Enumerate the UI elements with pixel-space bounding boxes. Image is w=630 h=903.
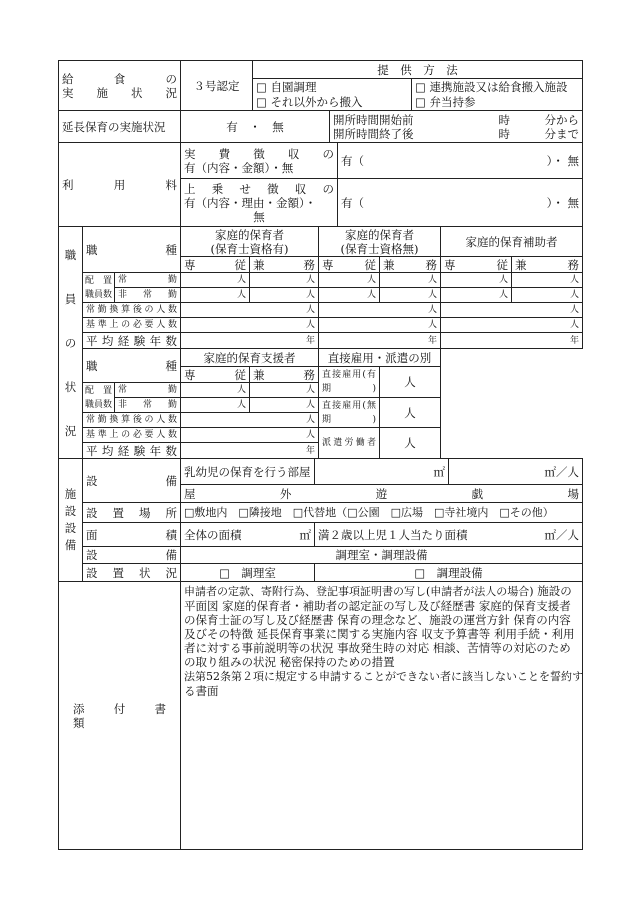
area-per-child[interactable]: 満２歳以上児１人当たり面積 ㎡／人 [315, 523, 583, 547]
cell-sup-hijokin-1[interactable]: 人 [181, 398, 250, 413]
h-kenmu-3: 兼 務 [512, 257, 583, 273]
cell-emp-3[interactable]: 人 [380, 428, 441, 459]
actual-fee-value[interactable]: 有（ ）・ 無 [338, 143, 583, 179]
col-assistant: 家庭的保育補助者 [441, 227, 583, 257]
attachment-item: 保育の内容及びその特徴 [184, 613, 571, 641]
emp-direct-fixed: 直接雇用(有期) [319, 367, 380, 398]
required-label-2: 基準上の必要人数 [83, 428, 181, 443]
upper-fee-value[interactable]: 有（ ）・ 無 [338, 179, 583, 227]
area-label: 面 積 [83, 523, 181, 547]
staff-kind-label-2: 職 種 [83, 349, 181, 383]
cell-jokin-5[interactable]: 人 [441, 273, 512, 288]
attachments-label: 添 付 書 類 [59, 582, 181, 850]
upper-fee-label: 上 乗 せ 徴 収 の 有（内容・理由・金額）・ 無 [181, 179, 338, 227]
attachment-item: 保育の理念など、施設の運営方針 [337, 613, 510, 627]
playground-label: 屋 外 遊 戯 場 [181, 485, 583, 503]
hijokin-label-2: 非常勤 [115, 398, 181, 413]
attachment-item: 収支予算書等 [421, 627, 491, 641]
cell-exp-1[interactable]: 年 [181, 333, 319, 349]
staff-section [58, 226, 583, 459]
blank-area [441, 349, 583, 459]
cell-jokin-4[interactable]: 人 [380, 273, 441, 288]
cell-hijokin-3[interactable]: 人 [319, 288, 380, 303]
attachment-item: 家庭的保育支援者の保育士証の写し及び経歴書 [184, 599, 571, 627]
status-cooking-equip[interactable]: □ 調理設備 [315, 564, 583, 582]
h-senju-3: 専 従 [441, 257, 512, 273]
location-options[interactable]: □敷地内 □隣接地 □代替地（□公園 □広場 □寺社境内 □その他） [181, 503, 583, 523]
cell-sup-jokin-2[interactable]: 人 [250, 383, 319, 398]
hijokin-label: 非常勤 [115, 288, 181, 303]
haichi-label-2: 配 置 職員数 [83, 383, 115, 413]
status-cooking-room[interactable]: □ 調理室 [181, 564, 315, 582]
fees-section [58, 142, 583, 227]
extended-hours: 開所時間開始前 時 分から 開所時間終了後 時 分まで [330, 111, 583, 143]
infant-room-per[interactable]: ㎡／人 [449, 459, 583, 485]
jokin-label-2: 常 勤 [115, 383, 181, 398]
cell-jokin-1[interactable]: 人 [181, 273, 250, 288]
h-kenmu-1: 兼 務 [250, 257, 319, 273]
emp-dispatch: 派遣労働者 [319, 428, 380, 459]
cell-emp-2[interactable]: 人 [380, 398, 441, 428]
cell-fte-1[interactable]: 人 [181, 303, 319, 318]
cell-hijokin-5[interactable]: 人 [441, 288, 512, 303]
fte-label-2: 常勤換算後の人数 [83, 413, 181, 428]
col-hoikusha-qualified: 家庭的保育者 (保育士資格有) [181, 227, 319, 257]
attachments-section [58, 581, 583, 850]
staff-kind-label: 職 種 [83, 227, 181, 273]
cell-hijokin-2[interactable]: 人 [250, 288, 319, 303]
jokin-label: 常 勤 [115, 273, 181, 288]
meal-option-bento[interactable]: □ 弁当持参 [412, 95, 583, 111]
cell-req-2[interactable]: 人 [319, 318, 441, 333]
col-hoikusha-unqualified: 家庭的保育者 (保育士資格無) [319, 227, 441, 257]
facility-side-label: 施 設 設 備 [59, 459, 83, 582]
avg-exp-label-2: 平均経験年数 [83, 443, 181, 459]
col-supporter: 家庭的保育支援者 [181, 349, 319, 367]
cell-jokin-3[interactable]: 人 [319, 273, 380, 288]
meal-option-partner[interactable]: □ 連携施設又は給食搬入施設 [412, 79, 583, 95]
infant-room-label: 乳幼児の保育を行う部屋 [181, 459, 315, 485]
meal-option-self[interactable]: □ 自園調理 [253, 79, 412, 95]
meal-option-other[interactable]: □ それ以外から搬入 [253, 95, 412, 111]
h-senju-2: 専 従 [319, 257, 380, 273]
cell-jokin-2[interactable]: 人 [250, 273, 319, 288]
cell-sup-exp[interactable]: 年 [181, 443, 319, 459]
attachment-item: 延長保育事業に関する実施内容 [256, 627, 418, 641]
h-senju-1: 専 従 [181, 257, 250, 273]
attachment-item: 申請者の定款、寄附行為、登記事項証明書の写し(申請者が法人の場合) [184, 585, 534, 598]
actual-fee-label: 実 費 徴 収 の 有（内容・金額）・無 [181, 143, 338, 179]
avg-exp-label: 平均経験年数 [83, 333, 181, 349]
h-kenmu-4: 兼 務 [250, 367, 319, 383]
fte-label: 常勤換算後の人数 [83, 303, 181, 318]
haichi-label: 配 置 職員数 [83, 273, 115, 303]
fees-label: 利 用 料 [59, 143, 181, 227]
cell-hijokin-6[interactable]: 人 [512, 288, 583, 303]
application-form [58, 60, 582, 850]
attachment-item: 事故発生時の対応 [337, 641, 430, 655]
cell-fte-3[interactable]: 人 [441, 303, 583, 318]
infant-room-area[interactable]: ㎡ [315, 459, 449, 485]
h-kenmu-2: 兼 務 [380, 257, 441, 273]
facility-section [58, 458, 583, 582]
required-label: 基準上の必要人数 [83, 318, 181, 333]
cell-jokin-6[interactable]: 人 [512, 273, 583, 288]
cell-exp-2[interactable]: 年 [319, 333, 441, 349]
location-label: 設 置 場 所 [83, 503, 181, 523]
status-label: 設 置 状 況 [83, 564, 181, 582]
extended-value[interactable]: 有 ・ 無 [181, 111, 330, 143]
area-total[interactable]: 全体の面積 ㎡ [181, 523, 315, 547]
attachment-item: 家庭的保育者・補助者の認定証の写し及び経歴書 [222, 599, 476, 613]
col-employment: 直接雇用・派遣の別 [319, 349, 441, 367]
equip2-label: 設 備 [83, 547, 181, 564]
attachment-item: る書面 [184, 684, 219, 698]
meal-section [58, 60, 583, 143]
cell-sup-jokin-1[interactable]: 人 [181, 383, 250, 398]
attachment-item: 相談、苦情等の対応のための取り組みの状況 [184, 641, 571, 669]
cell-req-3[interactable]: 人 [441, 318, 583, 333]
method-title: 提 供 方 法 [253, 61, 583, 79]
attachment-item: 利用手続・利用者に対する事前説明等の状況 [184, 627, 575, 655]
cell-exp-3[interactable]: 年 [441, 333, 583, 349]
cell-sup-req[interactable]: 人 [181, 428, 319, 443]
staff-side-label: 職 員 の 状 況 [59, 227, 83, 459]
attachment-item: 秘密保持のための措置 [279, 655, 395, 669]
cell-emp-1[interactable]: 人 [380, 367, 441, 398]
attachment-item: 法第52条第２項に規定する申請することができない者に該当しないことを誓約す [184, 670, 583, 683]
h-senju-4: 専 従 [181, 367, 250, 383]
cooking-label: 調理室・調理設備 [181, 547, 583, 564]
attachment-item: 施設の平面図 [184, 584, 572, 613]
cert3-label: ３号認定 [181, 61, 253, 111]
cell-hijokin-1[interactable]: 人 [181, 288, 250, 303]
attachments-list [181, 582, 583, 850]
meal-label: 給 食 の 実 施 状 況 [59, 61, 181, 111]
cell-req-1[interactable]: 人 [181, 318, 319, 333]
cell-sup-hijokin-2[interactable]: 人 [250, 398, 319, 413]
cell-hijokin-4[interactable]: 人 [380, 288, 441, 303]
equip-label: 設 備 [83, 459, 181, 503]
emp-direct-open: 直接雇用(無期) [319, 398, 380, 428]
extended-label: 延長保育の実施状況 [59, 111, 181, 143]
cell-fte-2[interactable]: 人 [319, 303, 441, 318]
cell-sup-fte[interactable]: 人 [181, 413, 319, 428]
